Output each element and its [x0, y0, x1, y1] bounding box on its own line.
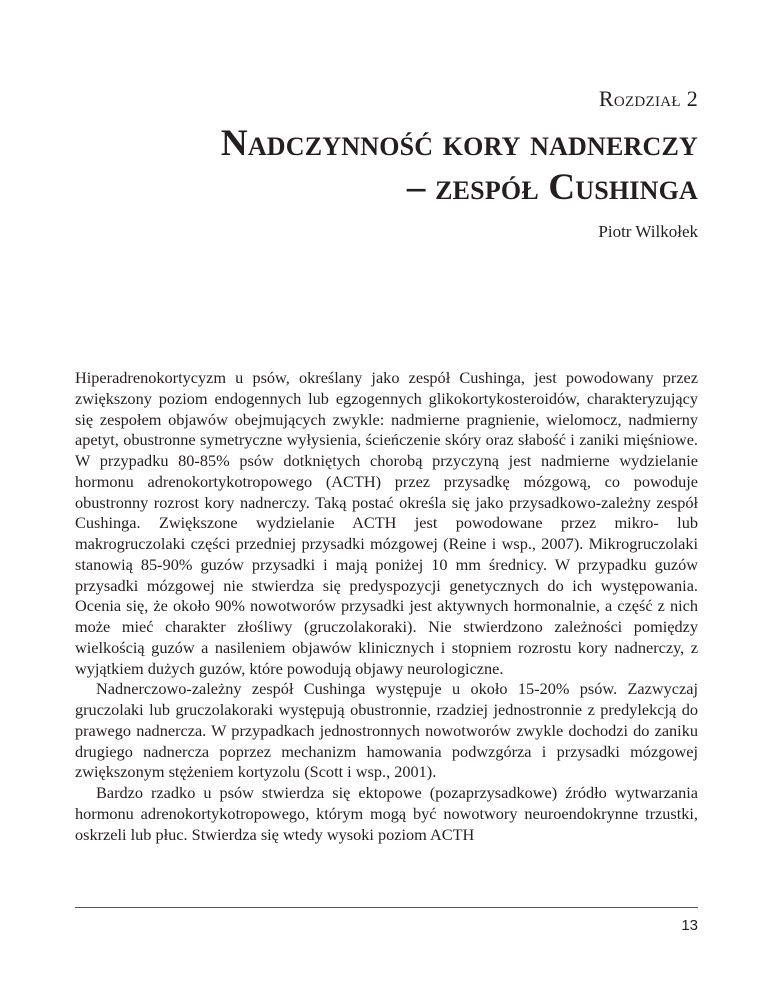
- chapter-title-line-2: – zespół Cushinga: [406, 167, 698, 208]
- author-name: Piotr Wilkołek: [598, 222, 698, 241]
- footer-rule: [75, 907, 698, 908]
- chapter-title: [221, 122, 698, 210]
- chapter-title-line-1: Nadczynność kory nadnerczy: [220, 123, 698, 164]
- paragraph-2: Nadnerczowo-zależny zespół Cushinga występuje u około 15-20% psów. Zazwyczaj gruczolaki lub gruczolakoraki występują obustronnie, rzadziej jednostronnie z predylekcją do prawego nadnercza. W przypadkach jednostronnych nowotworów zwykle dochodzi do zaniku drugiego nadnercza poprzez mechanizm hamowania podwzgórza i przysadki mózgowej zwiększonym stężeniem kortyzolu (Scott i wsp., 2001).: [75, 679, 698, 782]
- paragraph-1: Hiperadrenokortycyzm u psów, określany jako zespół Cushinga, jest powodowany przez zwiększony poziom endogennych lub egzogennych glikokortykosteroidów, charakteryzujący się zespołem objawów obejmujących zwykle: nadmierne pragnienie, wielomocz, nadmierny apetyt, obustronne symetryczne wyłysienia, ścieńczenie skóry oraz słabość i zaniki mięśniowe. W przypadku 80-85% psów dotkniętych chorobą przyczyną jest nadmierne wydzielanie hormonu adrenokortykotropowego (ACTH) przez przysadkę mózgową, co powoduje obustronny rozrost kory nadnerczy. Taką postać określa się jako przysadkowo-zależny zespół Cushinga. Zwiększone wydzielanie ACTH jest powodowane przez mikro- lub makrogruczolaki części przedniej przysadki mózgowej (Reine i wsp., 2007). Mikrogruczolaki stanowią 85-90% guzów przysadki i mają poniżej 10 mm średnicy. W przypadku guzów przysadki mózgowej nie stwierdza się predyspozycji genetycznych do ich występowania. Ocenia się, że około 90% nowotworów przysadki jest aktywnych hormonalnie, a część z nich może mieć charakter złośliwy (gruczolakoraki). Nie stwierdzono zależności pomiędzy wielkością guzów a nasileniem objawów klinicznych i stopniem rozrostu kory nadnerczy, z wyjątkiem dużych guzów, które powodują objawy neurologiczne.: [75, 368, 698, 678]
- page-number: 13: [681, 917, 698, 934]
- body-text: [75, 368, 698, 845]
- chapter-label: Rozdział 2: [598, 86, 698, 111]
- paragraph-3: Bardzo rzadko u psów stwierdza się ektopowe (pozaprzysadkowe) źródło wytwarzania hormonu adrenokortykotropowego, którym mogą być nowotwory neuroendokrynne trzustki, oskrzeli lub płuc. Stwierdza się wtedy wysoki poziom ACTH: [75, 783, 698, 844]
